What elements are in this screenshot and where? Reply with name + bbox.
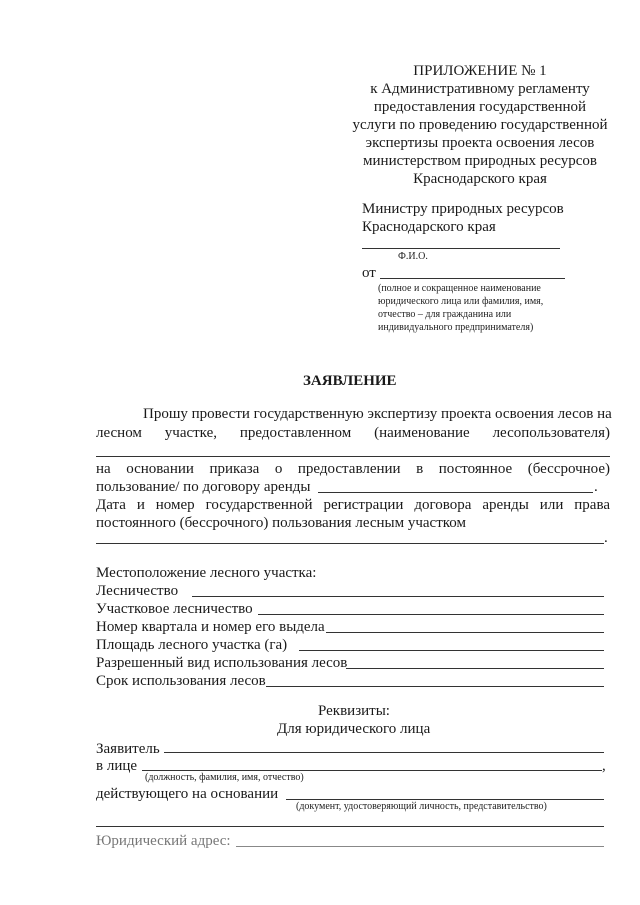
leaseholder-blank-line: [96, 456, 610, 457]
fio-blank-line: [362, 248, 560, 249]
statement-p2-line1: Дата и номер государственной регистрации договора аренды или права: [96, 497, 610, 513]
appendix-line: к Административному регламенту: [370, 81, 590, 97]
lease-contract-blank-line: [318, 492, 593, 493]
fio-caption: Ф.И.О.: [398, 251, 428, 262]
applicant-label: Заявитель: [96, 741, 160, 757]
requisites-subheading: Для юридического лица: [277, 721, 431, 737]
addressee-line-1: Министру природных ресурсов: [362, 201, 564, 217]
appendix-line: услуги по проведению государственной: [352, 117, 608, 133]
field-district-forestry-label: Участковое лесничество: [96, 601, 253, 617]
statement-p1-line3: на основании приказа о предоставлении в постоянное (бессрочное): [96, 461, 610, 477]
from-blank-line: [380, 278, 565, 279]
from-caption-line: (полное и сокращенное наименование: [378, 283, 541, 294]
field-usage-type-line: [346, 668, 604, 669]
location-heading: Местоположение лесного участка:: [96, 565, 317, 581]
representative-caption: (должность, фамилия, имя, отчество): [145, 772, 304, 783]
from-label: от: [362, 265, 376, 281]
representative-label: в лице: [96, 758, 138, 774]
legal-address-line: [236, 846, 604, 847]
statement-p1-line1: Прошу провести государственную экспертизу проекта освоения лесов на: [143, 406, 612, 422]
field-usage-term-label: Срок использования лесов: [96, 673, 266, 689]
statement-p2-end: .: [604, 530, 608, 546]
basis-label: действующего на основании: [96, 786, 279, 802]
appendix-line: министерством природных ресурсов: [363, 153, 597, 169]
basis-caption: (документ, удостоверяющий личность, представительство): [296, 801, 547, 812]
extra-blank-line: [96, 826, 604, 827]
statement-p2-line2: постоянного (бессрочного) пользования лесным участком: [96, 515, 467, 531]
addressee-line-2: Краснодарского края: [362, 219, 496, 235]
field-usage-term-line: [266, 686, 604, 687]
appendix-line: экспертизы проекта освоения лесов: [365, 135, 595, 151]
statement-p1-end: .: [594, 479, 598, 495]
from-caption: [378, 282, 543, 334]
statement-p1-line2: лесном участке, предоставленном (наименование лесопользователя): [96, 425, 610, 441]
from-caption-line: отчество – для гражданина или: [378, 309, 512, 320]
field-usage-type-label: Разрешенный вид использования лесов: [96, 655, 348, 671]
field-district-forestry-line: [258, 614, 604, 615]
statement-p1-line4: пользование/ по договору аренды: [96, 479, 311, 495]
statement-heading: ЗАЯВЛЕНИЕ: [303, 373, 397, 389]
field-forestry-line: [192, 596, 604, 597]
field-quarter-label: Номер квартала и номер его выдела: [96, 619, 325, 635]
field-area-label: Площадь лесного участка (га): [96, 637, 288, 653]
appendix-header: [340, 62, 620, 188]
field-forestry-label: Лесничество: [96, 583, 179, 599]
from-caption-line: индивидуального предпринимателя): [378, 322, 534, 333]
appendix-line: Краснодарского края: [413, 171, 547, 187]
appendix-line: предоставления государственной: [373, 99, 587, 115]
representative-end: ,: [602, 758, 606, 774]
field-quarter-line: [326, 632, 604, 633]
from-caption-line: юридического лица или фамилия, имя,: [378, 296, 544, 307]
appendix-title: ПРИЛОЖЕНИЕ № 1: [413, 63, 547, 79]
field-area-line: [299, 650, 604, 651]
requisites-heading: Реквизиты:: [318, 703, 390, 719]
legal-address-label: Юридический адрес:: [96, 833, 231, 849]
registration-blank-line: [96, 543, 604, 544]
applicant-line: [164, 752, 604, 753]
